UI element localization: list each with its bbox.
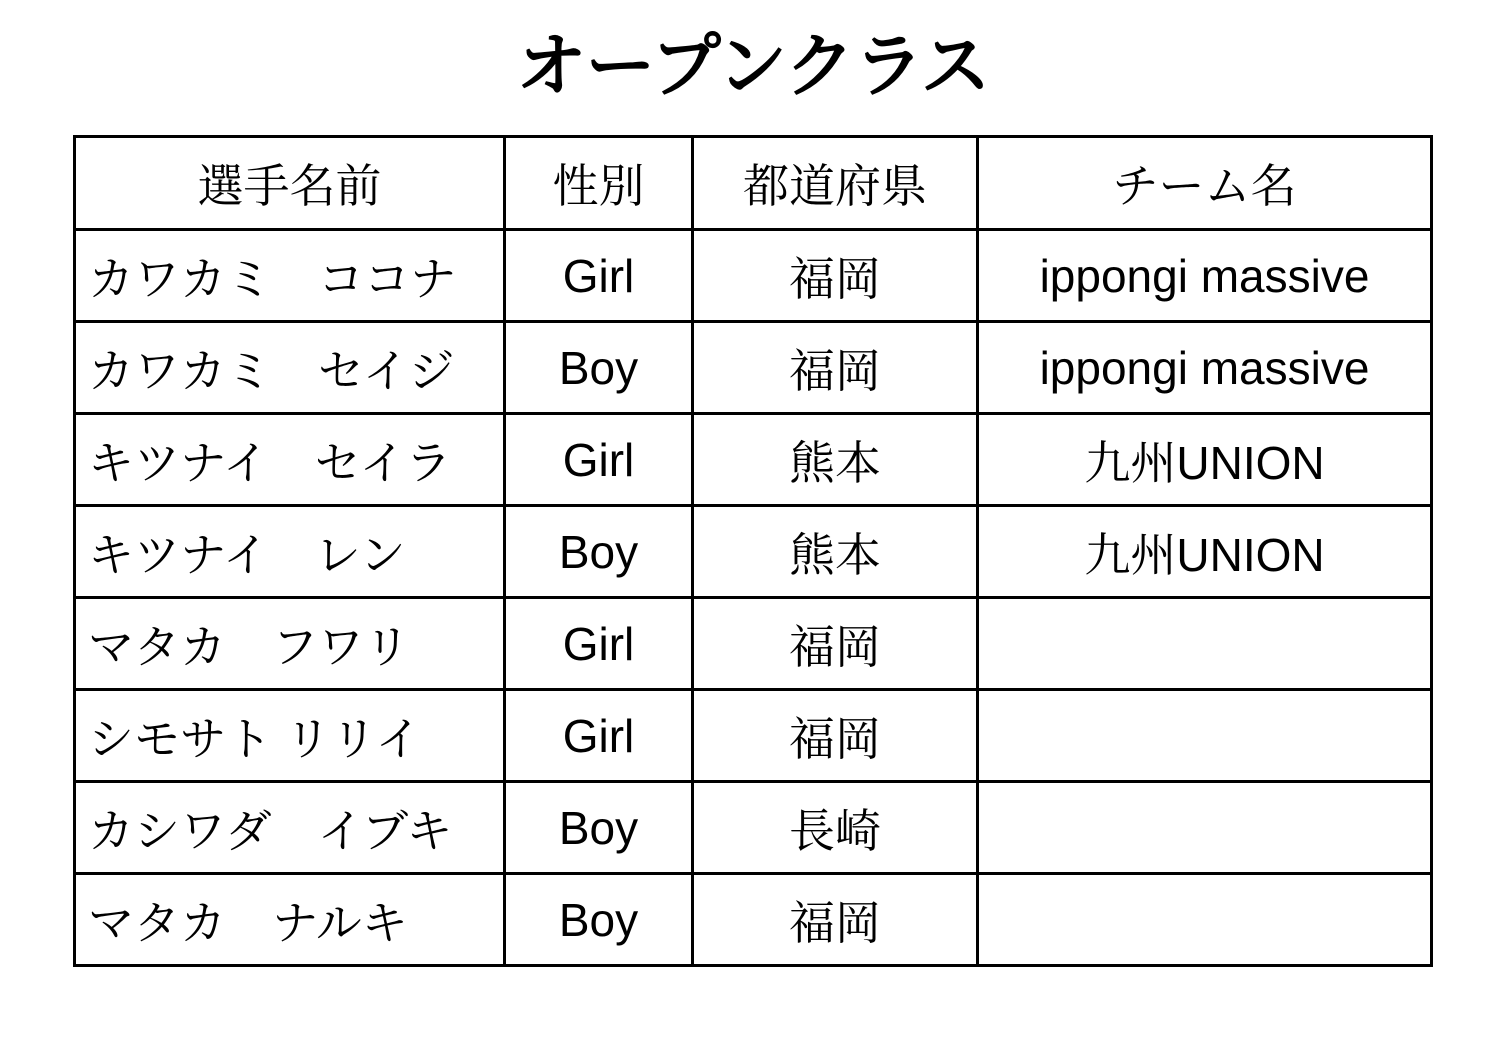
- roster-table: [73, 135, 1433, 967]
- team-cell: [978, 690, 1432, 782]
- player-name-cell: カワカミ ココナ: [75, 230, 505, 322]
- gender-cell: Girl: [505, 598, 693, 690]
- header-prefecture: 都道府県: [693, 137, 978, 230]
- gender-cell: Girl: [505, 690, 693, 782]
- gender-cell: Girl: [505, 414, 693, 506]
- header-team: チーム名: [978, 137, 1432, 230]
- prefecture-cell: 福岡: [693, 230, 978, 322]
- page-title: オープンクラス: [516, 27, 990, 105]
- header-player-name: 選手名前: [75, 137, 505, 230]
- header-row: [75, 137, 1432, 230]
- table-row: [75, 322, 1432, 414]
- table-row: [75, 230, 1432, 322]
- table-row: [75, 874, 1432, 966]
- table-row: [75, 414, 1432, 506]
- team-cell: 九州UNION: [978, 506, 1432, 598]
- team-cell: [978, 598, 1432, 690]
- gender-cell: Boy: [505, 506, 693, 598]
- team-cell: ippongi massive: [978, 230, 1432, 322]
- player-name-cell: マタカ ナルキ: [75, 874, 505, 966]
- prefecture-cell: 熊本: [693, 414, 978, 506]
- gender-cell: Boy: [505, 874, 693, 966]
- table-row: [75, 598, 1432, 690]
- gender-cell: Boy: [505, 782, 693, 874]
- prefecture-cell: 熊本: [693, 506, 978, 598]
- prefecture-cell: 福岡: [693, 598, 978, 690]
- player-name-cell: キツナイ レン: [75, 506, 505, 598]
- player-name-cell: カシワダ イブキ: [75, 782, 505, 874]
- gender-cell: Boy: [505, 322, 693, 414]
- player-name-cell: シモサト リリイ: [75, 690, 505, 782]
- team-cell: 九州UNION: [978, 414, 1432, 506]
- prefecture-cell: 福岡: [693, 874, 978, 966]
- prefecture-cell: 福岡: [693, 690, 978, 782]
- gender-cell: Girl: [505, 230, 693, 322]
- team-cell: ippongi massive: [978, 322, 1432, 414]
- table-header: [75, 137, 1432, 230]
- prefecture-cell: 長崎: [693, 782, 978, 874]
- table-body: [75, 230, 1432, 966]
- header-gender: 性別: [505, 137, 693, 230]
- player-name-cell: カワカミ セイジ: [75, 322, 505, 414]
- player-name-cell: マタカ フワリ: [75, 598, 505, 690]
- team-cell: [978, 782, 1432, 874]
- table-row: [75, 506, 1432, 598]
- table-row: [75, 690, 1432, 782]
- team-cell: [978, 874, 1432, 966]
- table-row: [75, 782, 1432, 874]
- player-name-cell: キツナイ セイラ: [75, 414, 505, 506]
- prefecture-cell: 福岡: [693, 322, 978, 414]
